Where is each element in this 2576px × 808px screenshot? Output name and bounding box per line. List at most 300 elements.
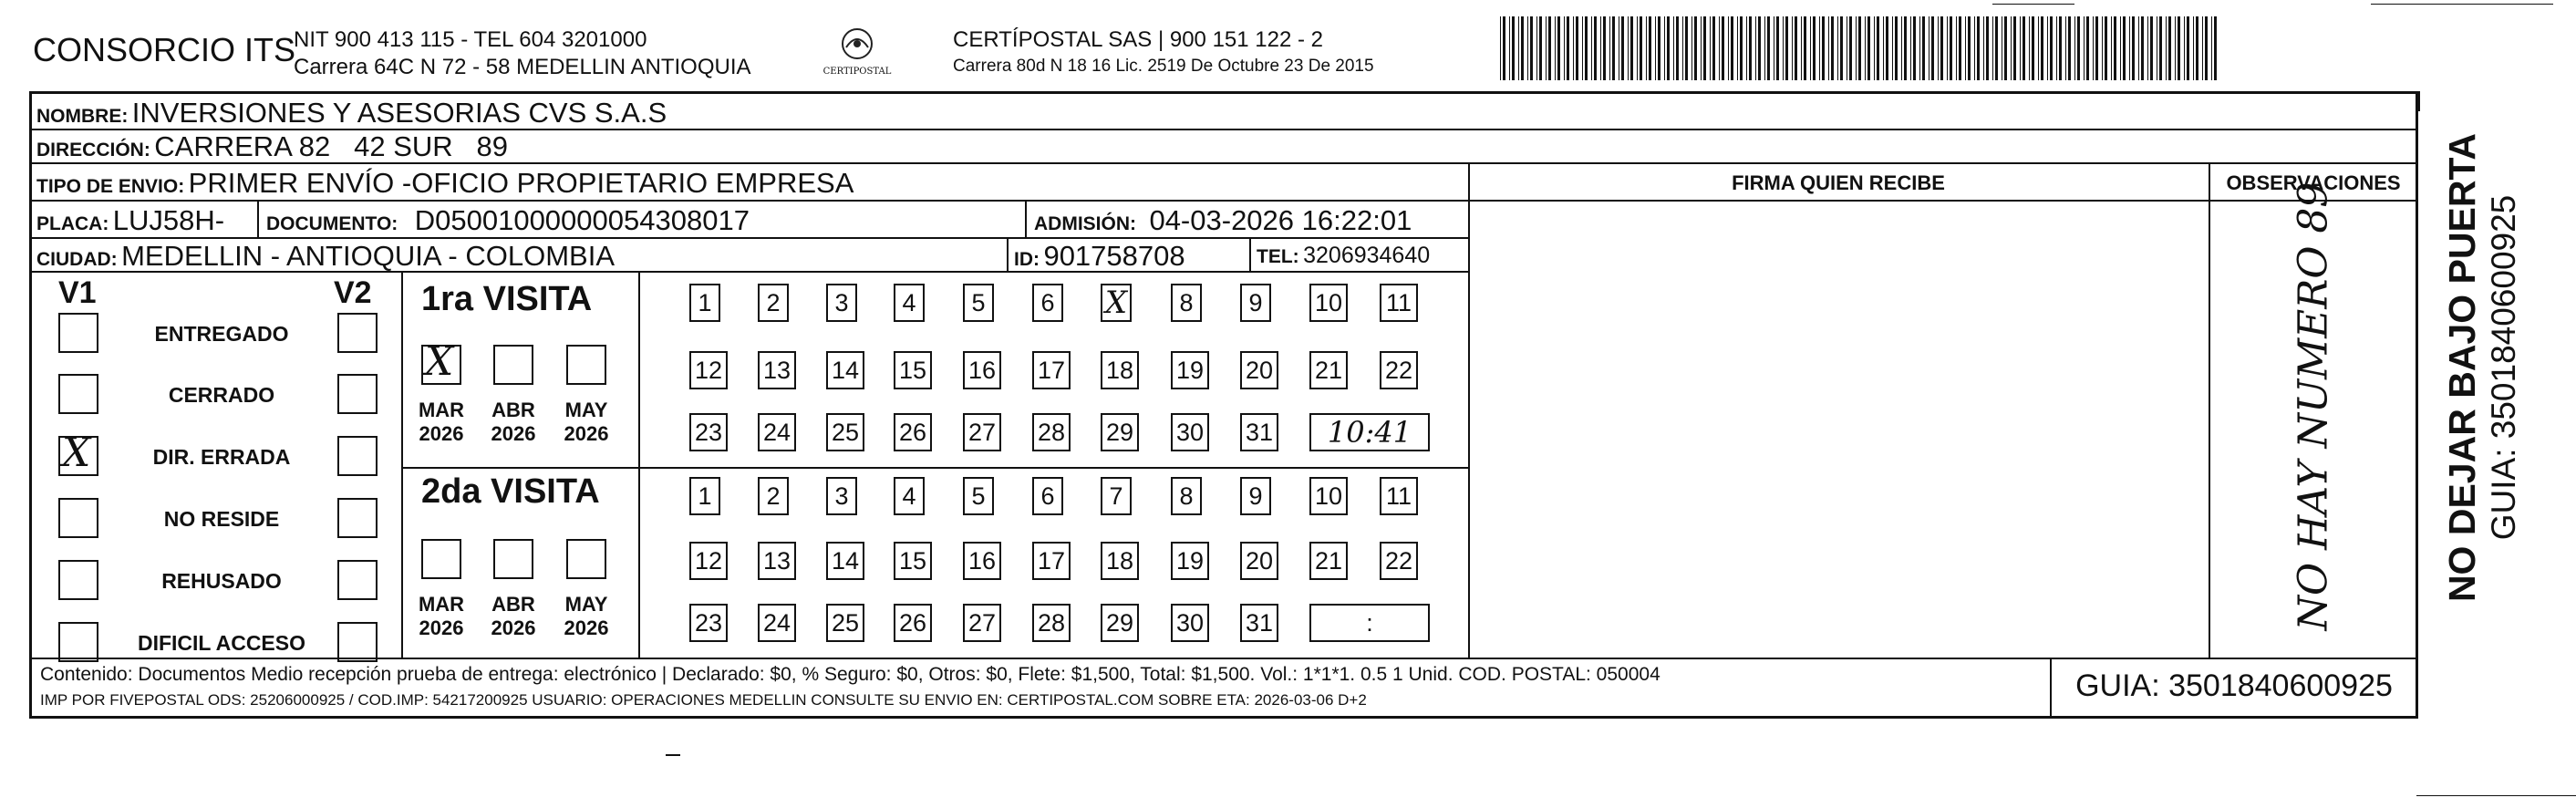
barcode-bar [2029,16,2030,80]
month-name: MAR [418,593,465,616]
day-box[interactable]: 31 [1240,604,1278,642]
barcode-bar [1591,16,1592,80]
day-box[interactable]: 31 [1240,413,1278,451]
day-box[interactable]: 10 [1309,477,1348,515]
tel-value: 3206934640 [1303,243,1431,268]
day-box[interactable]: 12 [689,351,728,389]
barcode-bar [2114,16,2116,80]
barcode-bar [1637,16,1638,80]
id-label: ID: [1014,249,1040,270]
barcode-bar [1992,16,1993,80]
month-checkbox[interactable] [566,539,606,579]
day-box[interactable]: 28 [1032,413,1071,451]
barcode-bar [1609,16,1610,80]
day-box[interactable]: 3 [826,284,857,322]
barcode-bar [2004,16,2007,80]
month-checkbox[interactable] [493,345,533,385]
side-notice-warning: NO DEJAR BAJO PUERTA [2441,132,2483,603]
barcode-bar [2102,16,2103,80]
day-box[interactable]: 1 [689,284,720,322]
barcode-bar [1719,16,1720,80]
barcode-bar [1682,16,1683,80]
company-nit: NIT 900 413 115 - TEL 604 3201000 [294,27,647,52]
month-checkbox[interactable] [566,345,606,385]
v2-checkbox[interactable] [337,374,378,414]
barcode-bar [2041,16,2043,80]
day-box[interactable]: 25 [826,413,864,451]
barcode-bar [1603,16,1606,80]
direccion-value: CARRERA 82 42 SUR 89 [154,130,508,162]
barcode-bar [1712,16,1715,80]
side-notice-guia: GUIA: 3501840600925 [2485,194,2522,541]
barcode-bar [1837,16,1838,80]
status-label: ENTREGADO [154,322,289,346]
day-box[interactable]: 24 [758,413,796,451]
month-year: 2026 [419,616,464,639]
barcode-bar [1767,16,1770,80]
barcode-bar [1867,16,1870,80]
day-box[interactable]: 21 [1309,542,1348,580]
footer-imp: IMP POR FIVEPOSTAL ODS: 25206000925 / COD.IMP: 54217200925 USUARIO: OPERACIONES MEDELLIN CONSULTE SU ENVIO EN: CERTIPOSTAL.COM SOBRE ETA: 2026-03-06 D+2 [40,691,1367,709]
barcode-bar [2196,16,2198,80]
day-box[interactable]: 7 [1101,477,1132,515]
barcode-bar [2193,16,2194,80]
v2-checkbox[interactable] [337,622,378,662]
barcode-bar [1776,16,1779,80]
barcode-bar [2150,16,2153,80]
month-year: 2026 [564,422,609,445]
admision-label: ADMISIÓN: [1034,213,1136,234]
day-box[interactable]: 15 [894,542,932,580]
day-box[interactable]: 9 [1240,477,1271,515]
barcode-bar [1849,16,1852,80]
day-box[interactable]: 30 [1171,413,1209,451]
day-box[interactable]: 26 [894,604,932,642]
day-box[interactable]: 2 [758,477,789,515]
v1-checkbox[interactable] [58,622,98,662]
barcode-bar [2168,16,2171,80]
barcode-bar [1667,16,1670,80]
day-box[interactable]: 11 [1380,284,1418,322]
tipo-label: TIPO DE ENVIO: [36,176,185,197]
barcode-bar [2175,16,2176,80]
time-field[interactable]: : [1309,604,1430,642]
barcode-bar [2068,16,2071,80]
barcode-bar [1600,16,1601,80]
day-box[interactable]: 28 [1032,604,1071,642]
month-year: 2026 [491,616,536,639]
barcode-bar [2086,16,2089,80]
barcode-bar [2059,16,2062,80]
barcode-bar [1938,16,1939,80]
barcode-bar [1913,16,1916,80]
documento-row [266,204,750,237]
day-box[interactable]: 6 [1032,477,1063,515]
barcode-bar [2023,16,2025,80]
day-box[interactable]: 2 [758,284,789,322]
day-box[interactable]: 8 [1171,284,1202,322]
barcode-bar [1986,16,1989,80]
month-year: 2026 [564,616,609,639]
barcode-bar [1630,16,1633,80]
barcode-bar [1503,16,1505,80]
barcode-bar [1649,16,1651,80]
barcode-bar [1956,16,1957,80]
barcode-bar [1722,16,1724,80]
time-field[interactable]: 10:41 [1309,413,1430,451]
day-box[interactable]: 12 [689,542,728,580]
barcode-bar [2120,16,2121,80]
barcode-bar [2011,16,2012,80]
barcode-bar [2050,16,2053,80]
barcode-bar [1901,16,1902,80]
status-label: DIR. ERRADA [152,445,291,469]
direccion-label: DIRECCIÓN: [36,140,150,161]
certipostal-logo-text: CERTIPOSTAL [822,67,892,77]
day-box[interactable]: 10 [1309,284,1348,322]
barcode-bar [2105,16,2107,80]
day-box[interactable]: 25 [826,604,864,642]
month-label [409,593,473,640]
barcode-bar [1567,16,1569,80]
barcode-bar [1539,16,1542,80]
day-box[interactable]: 26 [894,413,932,451]
day-box[interactable]: 22 [1380,351,1418,389]
barcode-bar [1530,16,1533,80]
barcode-bar [1892,16,1893,80]
barcode-bar [1573,16,1574,80]
month-name: ABR [491,593,535,616]
firma-label: FIRMA QUIEN RECIBE [1732,171,1945,194]
day-box[interactable]: 18 [1101,542,1139,580]
day-box[interactable]: 18 [1101,351,1139,389]
barcode-bar [1536,16,1537,80]
day-box[interactable]: 11 [1380,477,1418,515]
day-box[interactable]: 23 [689,604,728,642]
month-checkbox[interactable] [421,338,461,385]
barcode-bar [2074,16,2075,80]
barcode-bar [2141,16,2144,80]
company-name: CONSORCIO ITS [33,31,296,68]
tel-label: TEL: [1257,246,1299,267]
barcode-bar [2056,16,2057,80]
barcode-bar [1831,16,1834,80]
barcode-bar [2132,16,2135,80]
v2-checkbox[interactable] [337,313,378,353]
barcode-bar [1640,16,1642,80]
v1-checkbox[interactable] [58,498,98,538]
barcode-bar [2166,16,2167,80]
month-name: MAY [564,593,608,616]
placa-row [36,204,224,237]
barcode-bar [1509,16,1510,80]
day-box[interactable]: 17 [1032,351,1071,389]
month-mark: X [425,338,454,385]
barcode-bar [1518,16,1519,80]
barcode-bar [1710,16,1711,80]
barcode-bar [1785,16,1788,80]
barcode-bar [1658,16,1660,80]
barcode-bar [1612,16,1615,80]
v2-checkbox[interactable] [337,436,378,476]
barcode-bar [1576,16,1578,80]
barcode-bar [1555,16,1556,80]
certipostal-logo-icon [821,26,894,62]
day-box[interactable]: 15 [894,351,932,389]
barcode-bar [1840,16,1843,80]
barcode-bar [1865,16,1866,80]
barcode-bar [1983,16,1984,80]
day-box[interactable]: 9 [1240,284,1271,322]
barcode-bar [1546,16,1547,80]
barcode-bar [1813,16,1816,80]
barcode-bar [1585,16,1588,80]
barcode-bar [1676,16,1679,80]
barcode-bar [1557,16,1560,80]
month-checkbox[interactable] [493,539,533,579]
day-box[interactable]: 27 [963,604,1001,642]
barcode-bar [1968,16,1971,80]
second-visit-title: 2da VISITA [421,472,600,511]
v1-checkbox[interactable] [58,313,98,353]
v1-checkbox[interactable] [58,374,98,414]
month-label [481,593,545,640]
status-label: DIFICIL ACCESO [137,631,305,655]
direccion-row [36,130,508,163]
barcode-bar [1500,16,1501,80]
barcode-bar [1801,16,1802,80]
barcode-bar [1828,16,1829,80]
id-value: 901758708 [1043,240,1185,272]
documento-label: DOCUMENTO: [266,213,398,234]
barcode-bar [1655,16,1656,80]
barcode-bar [1621,16,1624,80]
day-box[interactable]: 16 [963,542,1001,580]
day-box[interactable]: 19 [1171,542,1209,580]
barcode-bar [1740,16,1743,80]
barcode-bar [1886,16,1888,80]
day-box[interactable]: 4 [894,477,925,515]
barcode-bar [2111,16,2112,80]
nombre-label: NOMBRE: [36,106,129,127]
barcode-bar [2065,16,2066,80]
day-box[interactable]: 24 [758,604,796,642]
month-checkbox[interactable] [421,539,461,579]
status-label: NO RESIDE [163,507,280,531]
barcode-bar [2013,16,2016,80]
barcode-bar [1940,16,1943,80]
day-box[interactable]: 20 [1240,351,1278,389]
day-box[interactable]: 6 [1032,284,1063,322]
barcode-bar [1922,16,1925,80]
barcode-bar [2047,16,2048,80]
nombre-row [36,97,667,129]
v1-mark: X [62,430,91,476]
barcode-bar [1664,16,1665,80]
day-box[interactable]: 29 [1101,413,1139,451]
barcode-bar [1527,16,1528,80]
footer-guia: GUIA: 3501840600925 [2075,668,2393,703]
day-box[interactable]: 16 [963,351,1001,389]
barcode-bar [1731,16,1733,80]
barcode-bar [1703,16,1706,80]
first-visit-title: 1ra VISITA [421,280,593,318]
barcode-bar [1977,16,1980,80]
barcode-bar [1856,16,1857,80]
v1-checkbox[interactable] [58,560,98,600]
barcode-bar [1819,16,1820,80]
month-label [409,399,473,446]
barcode-bar [1746,16,1747,80]
id-row [1014,240,1185,273]
barcode-bar [1737,16,1738,80]
month-name: ABR [491,399,535,421]
barcode-bar [2187,16,2189,80]
barcode-bar [1858,16,1861,80]
day-box[interactable]: 20 [1240,542,1278,580]
admision-value: 04-03-2026 16:22:01 [1149,204,1412,236]
barcode-bar [1947,16,1948,80]
day-box[interactable]: 23 [689,413,728,451]
barcode-bar [2147,16,2148,80]
barcode-bar [1795,16,1797,80]
day-box[interactable]: 4 [894,284,925,322]
company-address: Carrera 64C N 72 - 58 MEDELLIN ANTIOQUIA [294,55,751,79]
barcode-bar [2038,16,2039,80]
barcode-bar [1594,16,1597,80]
month-name: MAR [418,399,465,421]
barcode-bar [2123,16,2126,80]
barcode-bar [1628,16,1629,80]
barcode-bar [2214,16,2217,80]
barcode-bar [2202,16,2203,80]
barcode-bar [1512,16,1515,80]
tipo-value: PRIMER ENVÍO -OFICIO PROPIETARIO EMPRESA [188,167,854,199]
day-box[interactable]: 1 [689,477,720,515]
day-box[interactable]: 5 [963,284,994,322]
barcode-bar [1822,16,1825,80]
barcode-bar [1685,16,1688,80]
barcode-bar [1965,16,1966,80]
day-box[interactable]: 17 [1032,542,1071,580]
barcode-bar [1792,16,1793,80]
barcode-bar [1694,16,1697,80]
tipo-row [36,167,853,200]
barcode-bar [2184,16,2185,80]
barcode-bar [1691,16,1692,80]
barcode-icon [1500,16,2229,80]
admision-row [1034,204,1412,237]
observaciones-label: OBSERVACIONES [2226,171,2401,194]
barcode-bar [1755,16,1756,80]
month-label [481,399,545,446]
day-box[interactable]: 5 [963,477,994,515]
barcode-bar [1877,16,1879,80]
day-box[interactable]: 19 [1171,351,1209,389]
barcode-bar [2159,16,2162,80]
barcode-bar [1804,16,1806,80]
barcode-bar [1758,16,1761,80]
barcode-bar [1749,16,1752,80]
barcode-bar [1883,16,1884,80]
month-label [554,399,618,446]
status-label: CERRADO [168,383,275,407]
barcode-bar [1564,16,1565,80]
barcode-bar [1974,16,1975,80]
ciudad-value: MEDELLIN - ANTIOQUIA - COLOMBIA [121,240,615,272]
barcode-bar [1904,16,1907,80]
barcode-bar [2138,16,2139,80]
day-mark: X [1104,285,1128,321]
barcode-bar [1548,16,1551,80]
day-box[interactable]: 29 [1101,604,1139,642]
nombre-value: INVERSIONES Y ASESORIAS CVS S.A.S [131,97,667,129]
barcode-bar [1931,16,1934,80]
day-box[interactable]: 30 [1171,604,1209,642]
barcode-bar [2077,16,2080,80]
month-year: 2026 [419,422,464,445]
v1-checkbox[interactable] [58,430,98,476]
ciudad-label: CIUDAD: [36,249,118,270]
footer-contenido: Contenido: Documentos Medio recepción prueba de entrega: electrónico | Declarado: $0, % Seguro: $0, Otros: $0, Flete: $1,500, Total: $1,500. Vol.: 1*1*1. 0.5 1 Unid. COD. POSTAL: 050004 [40,664,1660,685]
placa-label: PLACA: [36,213,109,234]
placa-value: LUJ58H- [112,204,225,236]
barcode-bar [1728,16,1729,80]
v2-checkbox[interactable] [337,498,378,538]
barcode-bar [1959,16,1961,80]
day-box[interactable]: 3 [826,477,857,515]
barcode-bar [2032,16,2034,80]
barcode-bar [1646,16,1647,80]
month-name: MAY [564,399,608,421]
tel-row [1257,243,1430,269]
barcode-bar [2095,16,2098,80]
status-label: REHUSADO [161,569,282,593]
barcode-bar [2178,16,2180,80]
v1-label: V1 [58,275,97,310]
barcode-bar [2093,16,2094,80]
barcode-bar [1764,16,1765,80]
month-year: 2026 [491,422,536,445]
day-box[interactable]: 8 [1171,477,1202,515]
day-box[interactable]: 14 [826,351,864,389]
barcode-bar [1783,16,1784,80]
barcode-bar [2205,16,2208,80]
v2-label: V2 [334,275,372,310]
barcode-bar [1910,16,1911,80]
day-box[interactable]: 13 [758,351,796,389]
certipostal-logo [821,26,894,80]
day-box[interactable]: 14 [826,542,864,580]
day-box[interactable] [1101,284,1132,322]
barcode-bar [1874,16,1875,80]
v2-checkbox[interactable] [337,560,378,600]
certipostal-name: CERTÍPOSTAL SAS | 900 151 122 - 2 [953,27,1323,52]
day-box[interactable]: 22 [1380,542,1418,580]
barcode-bar [2129,16,2130,80]
ciudad-row [36,240,615,273]
documento-value: D05001000000054308017 [414,204,750,236]
barcode [1500,16,2229,80]
day-box[interactable]: 21 [1309,351,1348,389]
certipostal-address: Carrera 80d N 18 16 Lic. 2519 De Octubre 23 De 2015 [953,57,1374,76]
barcode-bar [2084,16,2085,80]
barcode-bar [1810,16,1811,80]
month-label [554,593,618,640]
day-box[interactable]: 27 [963,413,1001,451]
barcode-bar [1673,16,1674,80]
day-box[interactable]: 13 [758,542,796,580]
